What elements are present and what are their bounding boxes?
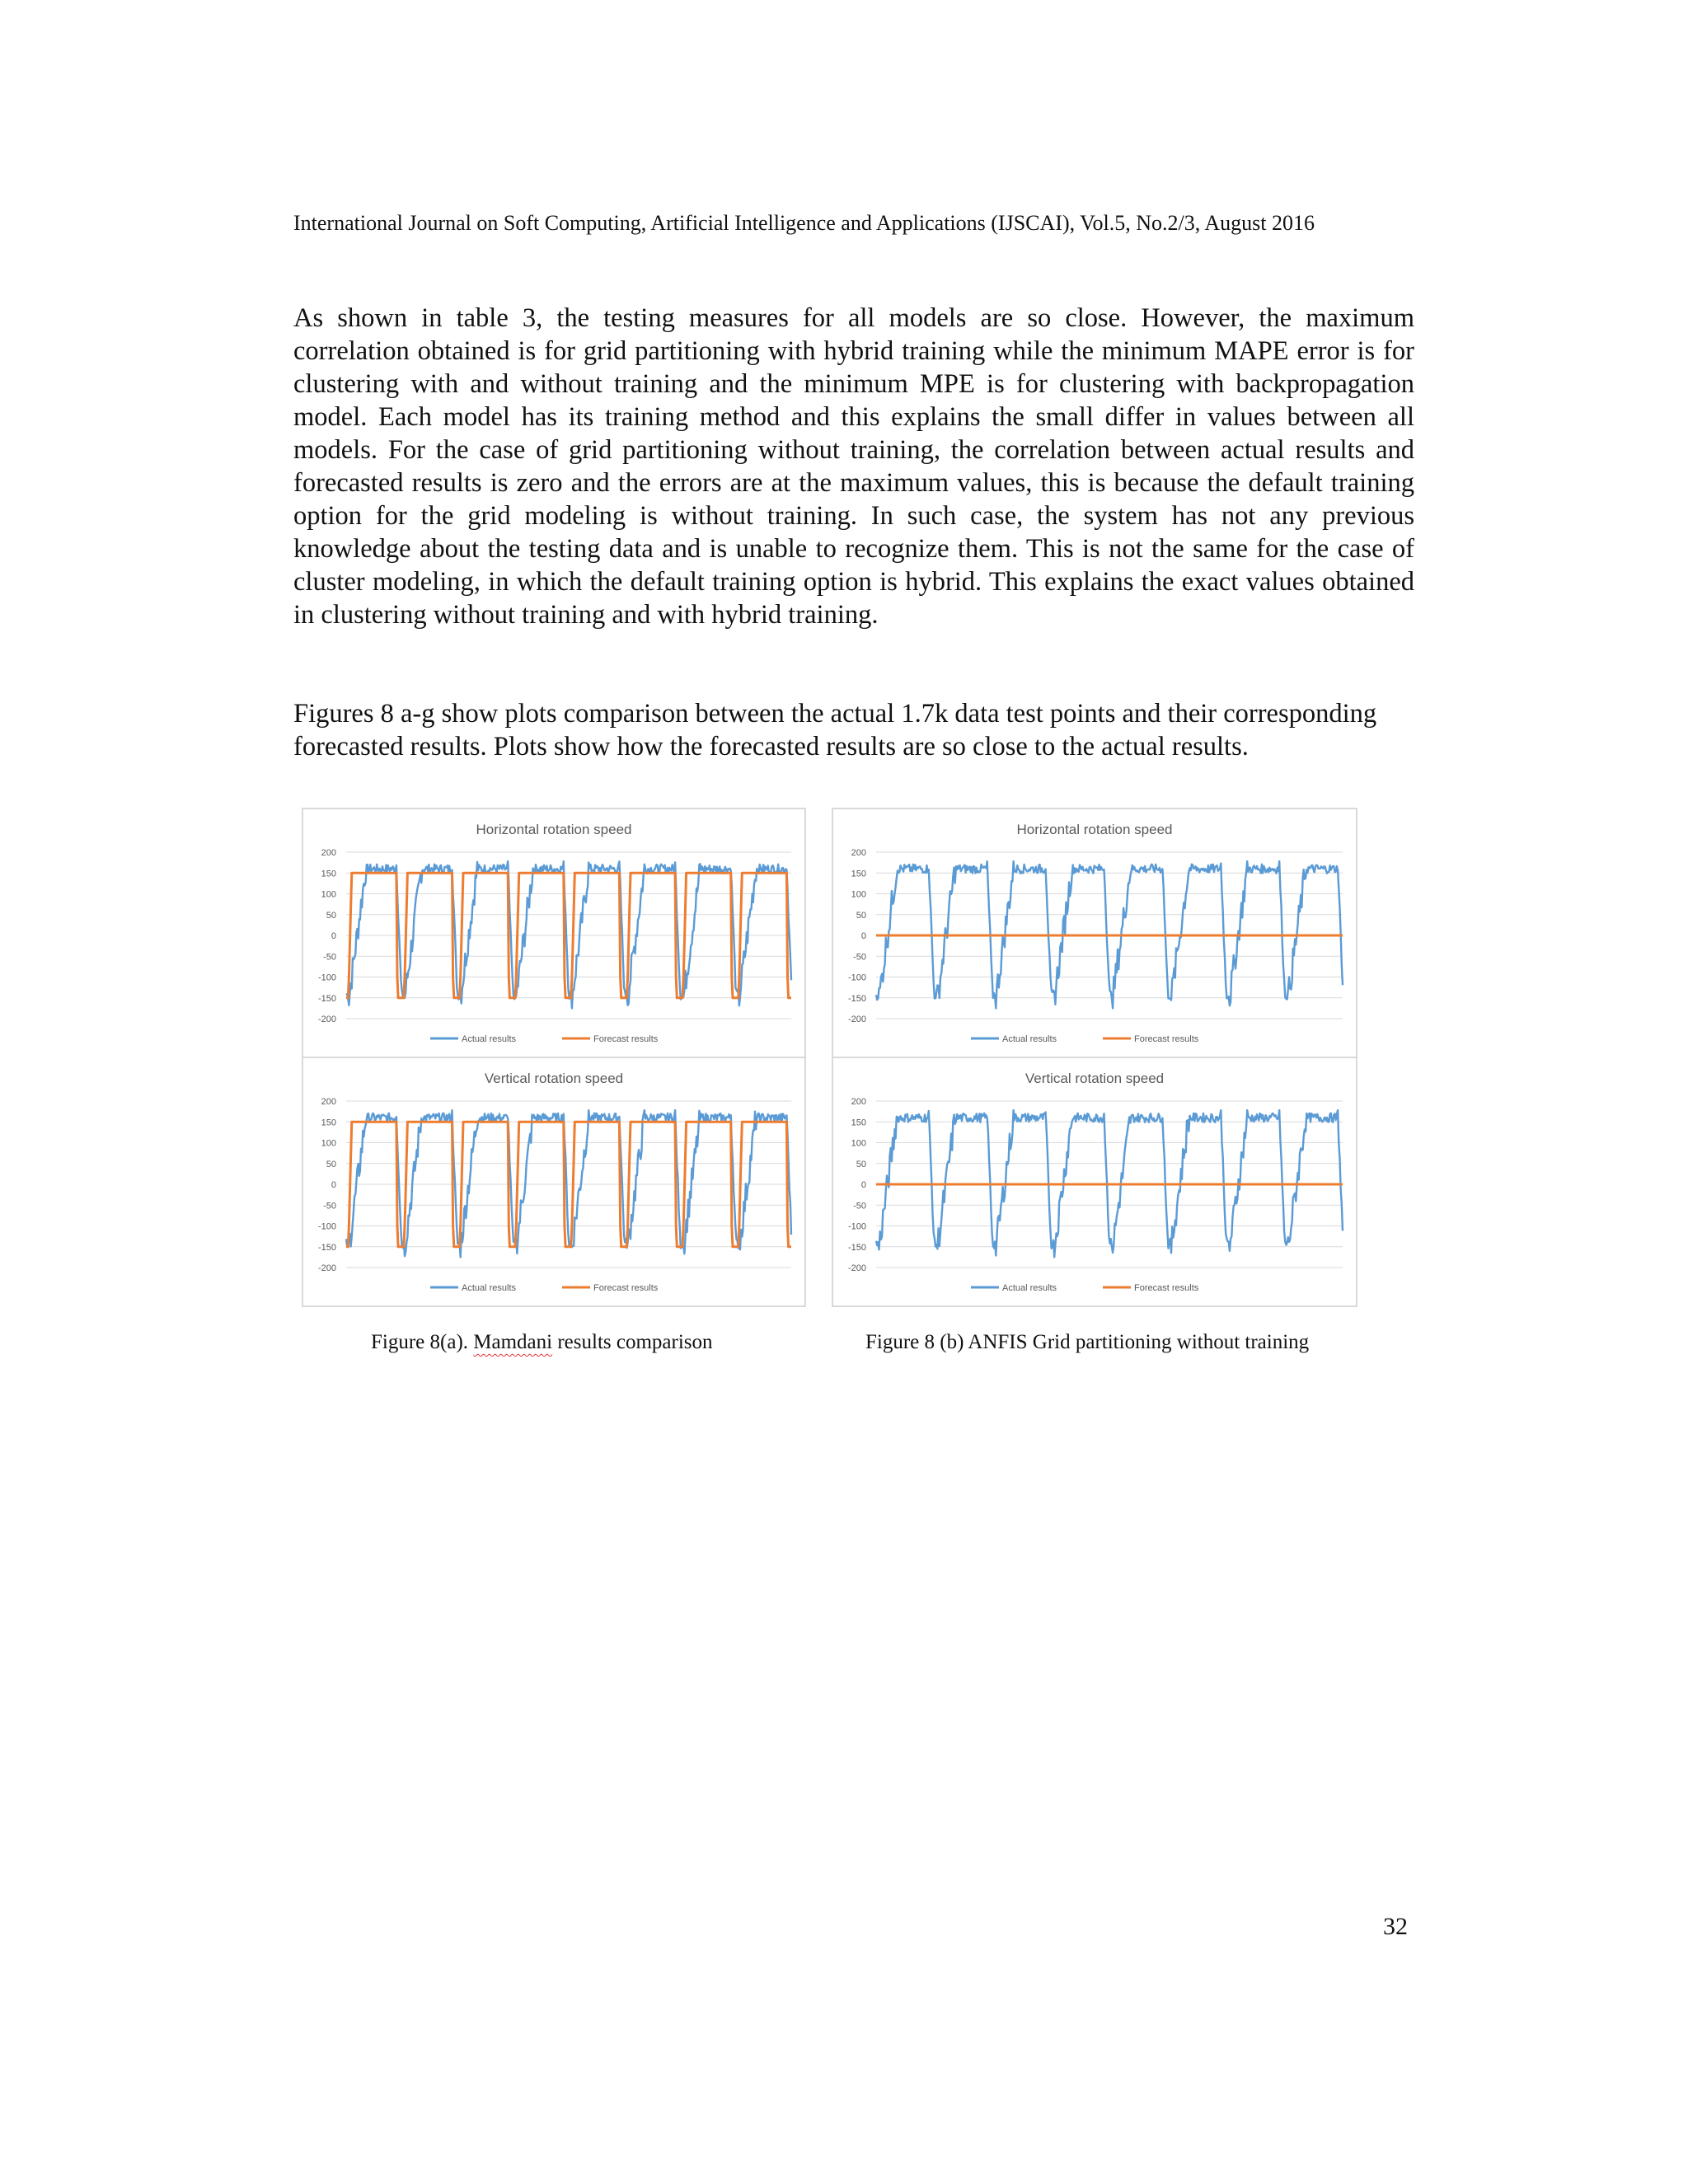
y-tick-label: -150: [847, 1242, 866, 1253]
y-tick-label: -100: [847, 972, 866, 983]
legend-label-actual: Actual results: [462, 1034, 517, 1044]
y-tick-label: -50: [853, 1201, 866, 1212]
y-tick-label: -200: [317, 1263, 336, 1273]
page-number: 32: [1383, 1913, 1408, 1940]
chart-a-horizontal: [302, 808, 806, 1058]
body-paragraph-2: Figures 8 a-g show plots comparison between the actual 1.7k data test points and their corresponding forecasted results. Plots show how the forecasted results are so close to the actual results.: [293, 699, 1377, 762]
caption-a-suffix: results comparison: [552, 1331, 713, 1353]
chart-title: Horizontal rotation speed: [1016, 822, 1173, 837]
legend-label-forecast: Forecast results: [1134, 1283, 1199, 1293]
y-tick-label: 100: [851, 889, 866, 900]
y-tick-label: -150: [317, 993, 336, 1004]
figure-caption-b: Figure 8 (b) ANFIS Grid partitioning without training: [865, 1331, 1310, 1353]
y-tick-label: 150: [321, 1118, 336, 1128]
y-tick-label: -50: [853, 952, 866, 963]
y-tick-label: 200: [851, 848, 866, 858]
chart-a-vertical: [302, 1057, 806, 1307]
body-paragraph-1: As shown in table 3, the testing measures for all models are so close. However, the maximum correlation obtained is for grid partitioning with hybrid training while the minimum MAPE error is for clustering with and without training and the minimum MPE is for clustering with backpropagation model. Each model has its training method and this explains the small differ in values between all models. For the case of grid partitioning without training, the correlation between actual results and forecasted results is zero and the errors are at the maximum values, this is because the default training option for the grid modeling is without training. In such case, the system has not any previous knowledge about the testing data and is unable to recognize them. This is not the same for the case of cluster modeling, in which the default training option is hybrid. This explains the exact values obtained in clustering without training and with hybrid training.: [293, 303, 1414, 630]
figure-caption-a: [371, 1329, 713, 1357]
y-tick-label: -200: [847, 1015, 866, 1024]
caption-a-prefix: Figure 8(a).: [371, 1331, 474, 1353]
legend-label-actual: Actual results: [1002, 1283, 1057, 1293]
y-tick-label: 150: [851, 869, 866, 879]
y-tick-label: -200: [317, 1015, 336, 1024]
legend-label-actual: Actual results: [462, 1283, 517, 1293]
y-tick-label: 200: [851, 1097, 866, 1107]
chart-svg: [303, 1058, 804, 1305]
chart-svg: [833, 809, 1356, 1057]
y-tick-label: -50: [323, 1201, 336, 1212]
y-tick-label: 100: [321, 889, 336, 900]
chart-b-vertical: [832, 1057, 1357, 1307]
y-tick-label: -200: [847, 1263, 866, 1273]
y-tick-label: 50: [856, 1159, 866, 1169]
caption-a-word: Mamdani: [473, 1331, 553, 1353]
y-tick-label: 0: [331, 1180, 336, 1190]
journal-header: International Journal on Soft Computing, Artificial Intelligence and Applications (IJSCAI), Vol.5, No.2/3, August 2016: [293, 211, 1315, 235]
legend-label-forecast: Forecast results: [593, 1283, 659, 1293]
legend-label-actual: Actual results: [1002, 1034, 1057, 1044]
y-tick-label: -100: [317, 972, 336, 983]
legend-label-forecast: Forecast results: [1134, 1034, 1199, 1044]
y-tick-label: 50: [856, 910, 866, 921]
legend-label-forecast: Forecast results: [593, 1034, 659, 1044]
y-tick-label: -150: [317, 1242, 336, 1253]
chart-b-horizontal: [832, 808, 1357, 1058]
y-tick-label: 150: [851, 1118, 866, 1128]
chart-svg: [303, 809, 804, 1057]
chart-title: Vertical rotation speed: [484, 1071, 624, 1086]
y-tick-label: 100: [851, 1138, 866, 1149]
series-actual-line: [346, 1110, 791, 1257]
y-tick-label: 0: [860, 931, 866, 941]
y-tick-label: 100: [321, 1138, 336, 1149]
y-tick-label: -100: [317, 1221, 336, 1232]
y-tick-label: -100: [847, 1221, 866, 1232]
y-tick-label: 150: [321, 869, 336, 879]
y-tick-label: -150: [847, 993, 866, 1004]
chart-title: Vertical rotation speed: [1025, 1071, 1165, 1086]
y-tick-label: 50: [326, 1159, 336, 1169]
chart-title: Horizontal rotation speed: [476, 822, 632, 837]
series-actual-line: [346, 861, 791, 1008]
y-tick-label: 0: [860, 1180, 866, 1190]
y-tick-label: 50: [326, 910, 336, 921]
y-tick-label: -50: [323, 952, 336, 963]
y-tick-label: 0: [331, 931, 336, 941]
y-tick-label: 200: [321, 1097, 336, 1107]
chart-svg: [833, 1058, 1356, 1305]
y-tick-label: 200: [321, 848, 336, 858]
